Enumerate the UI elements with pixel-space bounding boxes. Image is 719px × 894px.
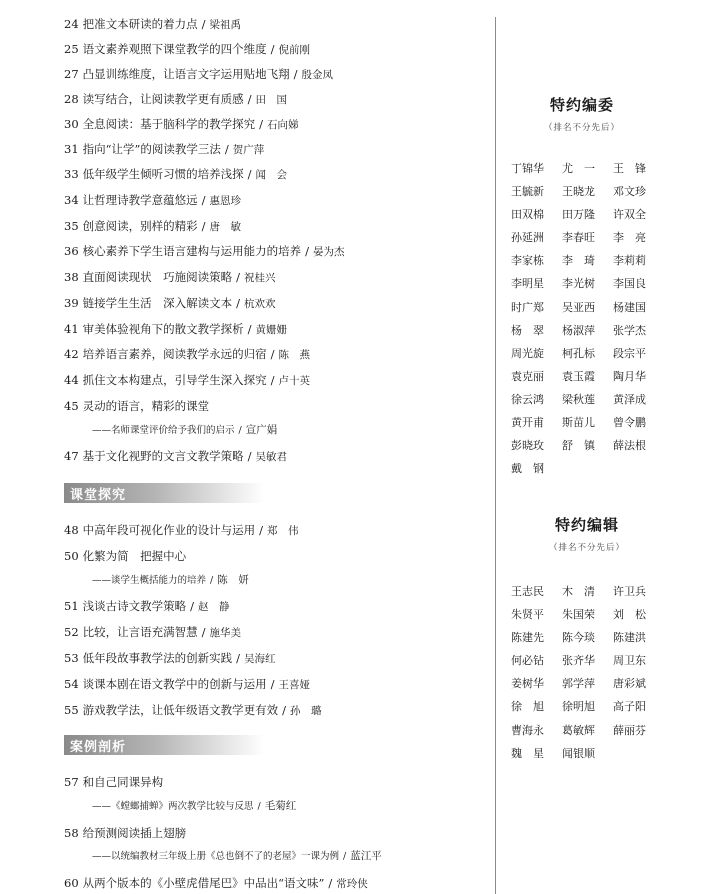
person-name: 杨淑萍 xyxy=(562,323,595,337)
page-number: 30 xyxy=(64,117,79,131)
person-name: 黄泽成 xyxy=(613,392,646,406)
person-name: 梁秋莲 xyxy=(562,392,595,406)
editors-list xyxy=(511,160,671,483)
name-row xyxy=(511,460,671,483)
article-title: 化繁为简 把握中心 xyxy=(82,549,187,563)
toc-entry xyxy=(64,66,333,83)
person-name: 曾令鹏 xyxy=(613,416,646,430)
toc-entry xyxy=(64,295,276,312)
person-name: 袁玉霞 xyxy=(562,369,595,383)
person-name: 彭晓玫 xyxy=(511,439,544,453)
name-row xyxy=(511,391,671,414)
article-title: 游戏教学法，让低年级语文教学更有效 xyxy=(82,703,279,717)
person-name: 李春旺 xyxy=(562,231,595,245)
separator: / xyxy=(270,347,275,361)
person-name: 朱国荣 xyxy=(562,608,595,622)
separator: / xyxy=(236,651,241,665)
person-name: 唐彩斌 xyxy=(613,677,646,691)
article-title: 低年段故事教学法的创新实践 xyxy=(82,651,233,665)
article-title: 创意阅读，别样的精彩 xyxy=(82,219,198,233)
person-name: 邓文珍 xyxy=(613,185,646,199)
person-name: 杨 翠 xyxy=(511,323,544,337)
article-title: 给预测阅读插上翅膀 xyxy=(82,826,187,840)
separator: / xyxy=(328,876,333,890)
subtitle-text: ——以统编教材三年级上册《总也倒不了的老屋》一课为例 xyxy=(92,851,340,862)
person-name: 李明星 xyxy=(511,277,544,291)
person-name: 许卫兵 xyxy=(613,585,646,598)
article-author: 陈 燕 xyxy=(278,349,311,361)
toc-entry xyxy=(64,41,310,58)
name-row xyxy=(511,299,671,322)
page-number: 31 xyxy=(64,142,79,156)
page-number: 35 xyxy=(64,219,79,233)
page-number: 53 xyxy=(64,651,79,665)
article-author: 倪前刚 xyxy=(278,44,311,56)
toc-entry xyxy=(64,774,163,790)
article-author: 黄姗姗 xyxy=(255,324,288,336)
subtitle-text: ——《螳螂捕蝉》两次教学比较与反思 xyxy=(92,801,254,812)
page-number: 51 xyxy=(64,599,79,613)
article-author: 卢十英 xyxy=(278,375,311,387)
name-row xyxy=(511,229,671,252)
person-name: 袁克丽 xyxy=(511,369,544,383)
page-number: 27 xyxy=(64,67,79,81)
separator: / xyxy=(270,677,275,691)
section-header xyxy=(64,735,264,755)
separator: / xyxy=(257,801,261,812)
toc-entry xyxy=(64,598,230,615)
article-title: 审美体验视角下的散文教学探析 xyxy=(82,322,244,336)
article-title: 浅谈古诗文教学策略 xyxy=(82,599,187,613)
name-row xyxy=(511,322,671,345)
article-author: 常玲侠 xyxy=(336,878,368,890)
article-title: 核心素养下学生语言建构与运用能力的培养 xyxy=(82,244,302,258)
article-author: 惠恩珍 xyxy=(209,195,242,207)
article-title: 从两个版本的《小壁虎借尾巴》中品出“语文味” xyxy=(82,876,325,890)
separator: / xyxy=(270,373,275,387)
article-title: 把准文本研读的着力点 xyxy=(82,17,198,31)
separator: / xyxy=(210,575,214,586)
page-number: 41 xyxy=(64,322,79,336)
person-name: 郭学萍 xyxy=(562,677,595,691)
article-title: 比较，让言语充满智慧 xyxy=(82,625,198,639)
article-author: 宣广娟 xyxy=(245,424,278,436)
person-name: 斯苗儿 xyxy=(562,416,595,430)
person-name: 何必钻 xyxy=(511,654,544,668)
person-name: 王毓新 xyxy=(511,185,544,199)
toc-entry xyxy=(64,448,287,465)
toc-entry xyxy=(64,522,299,539)
subtitle-text: ——名师课堂评价给予我们的启示 xyxy=(92,425,235,436)
name-row xyxy=(511,698,671,721)
page-number: 57 xyxy=(64,775,79,789)
toc-subtitle xyxy=(92,849,382,864)
article-title: 低年级学生倾听习惯的培养浅探 xyxy=(82,167,244,181)
person-name: 吴亚西 xyxy=(562,300,595,314)
toc-subtitle xyxy=(92,573,249,588)
article-author: 施华美 xyxy=(209,627,242,639)
person-name: 周光旋 xyxy=(511,346,544,360)
article-author: 杭欢欢 xyxy=(244,298,276,310)
page-number: 42 xyxy=(64,347,79,361)
toc-subtitle xyxy=(92,799,296,814)
person-name: 李 亮 xyxy=(613,231,646,245)
separator: / xyxy=(247,92,252,106)
toc-entry xyxy=(64,269,276,286)
separator: / xyxy=(201,625,206,639)
article-author: 孙 璐 xyxy=(290,705,322,717)
article-author: 闻 会 xyxy=(255,169,288,181)
name-row xyxy=(511,252,671,275)
subtitle-text: ——谈学生概括能力的培养 xyxy=(92,575,207,586)
article-title: 直面阅读现状 巧施阅读策略 xyxy=(82,270,233,284)
page-number: 24 xyxy=(64,17,79,31)
article-title: 指向“让学”的阅读教学三法 xyxy=(82,142,221,156)
page-number: 25 xyxy=(64,42,79,56)
special-editors-title: 特约编辑 xyxy=(554,516,619,534)
person-name: 薛法根 xyxy=(613,439,646,453)
article-author: 毛菊红 xyxy=(264,800,297,812)
separator: / xyxy=(293,67,298,81)
separator: / xyxy=(247,167,252,181)
person-name: 闻银顺 xyxy=(562,746,595,760)
person-name: 孙延洲 xyxy=(511,231,544,245)
separator: / xyxy=(201,17,206,31)
person-name: 魏 星 xyxy=(511,746,544,760)
article-title: 读写结合，让阅读教学更有质感 xyxy=(82,92,244,106)
person-name: 王晓龙 xyxy=(562,185,595,199)
person-name: 葛敏辉 xyxy=(562,723,595,737)
person-name: 周卫东 xyxy=(613,654,646,668)
article-title: 基于文化视野的文言文教学策略 xyxy=(82,449,244,463)
person-name: 李家栋 xyxy=(511,254,544,268)
name-row xyxy=(511,275,671,298)
person-name: 徐明旭 xyxy=(562,700,595,714)
name-row xyxy=(511,745,671,768)
person-name: 田双棉 xyxy=(511,208,544,222)
toc-entry xyxy=(64,218,241,235)
article-title: 语文素养观照下课堂教学的四个维度 xyxy=(82,42,267,56)
name-row xyxy=(511,652,671,675)
toc-entry xyxy=(64,243,345,260)
page-number: 54 xyxy=(64,677,79,691)
person-name: 张学杰 xyxy=(613,323,646,337)
person-name: 李莉莉 xyxy=(613,254,646,268)
article-title: 和自己同课异构 xyxy=(82,775,164,789)
person-name: 陶月华 xyxy=(613,369,646,383)
name-row xyxy=(511,206,671,229)
article-title: 凸显训练维度，让语言文字运用贴地飞翔 xyxy=(82,67,290,81)
page-number: 33 xyxy=(64,167,79,181)
page-number: 50 xyxy=(64,549,79,563)
article-author: 王喜娅 xyxy=(278,679,311,691)
section-title: 课堂探究 xyxy=(70,488,127,503)
article-author: 田 国 xyxy=(255,94,288,106)
page-number: 34 xyxy=(64,193,79,207)
separator: / xyxy=(190,599,195,613)
page-number: 60 xyxy=(64,876,79,890)
person-name: 徐 旭 xyxy=(511,700,544,714)
toc-entry xyxy=(64,166,287,183)
person-name: 戴 钢 xyxy=(511,462,544,476)
article-title: 灵动的语言，精彩的课堂 xyxy=(82,399,210,413)
article-author: 陈 妍 xyxy=(217,574,249,586)
page-number: 28 xyxy=(64,92,79,106)
person-name: 许双全 xyxy=(613,208,646,222)
name-row xyxy=(511,183,671,206)
page-number: 45 xyxy=(64,399,79,413)
person-name: 舒 镇 xyxy=(562,439,595,453)
person-name: 丁锦华 xyxy=(511,162,544,175)
article-author: 吴敏君 xyxy=(255,451,288,463)
article-author: 贺广萍 xyxy=(232,144,265,156)
separator: / xyxy=(201,219,206,233)
separator: / xyxy=(259,523,264,537)
name-row xyxy=(511,160,671,183)
article-author: 石向娣 xyxy=(267,119,299,131)
toc-subtitle xyxy=(92,423,277,438)
name-row xyxy=(511,583,671,606)
article-title: 培养语言素养，阅读教学永远的归宿 xyxy=(82,347,267,361)
person-name: 张齐华 xyxy=(562,654,595,668)
article-author: 赵 静 xyxy=(198,601,230,613)
separator: / xyxy=(236,270,241,284)
person-name: 刘 松 xyxy=(613,608,646,622)
separator: / xyxy=(236,296,241,310)
article-title: 谈课本剧在语文教学中的创新与运用 xyxy=(82,677,267,691)
article-title: 抓住文本构建点，引导学生深入探究 xyxy=(82,373,267,387)
name-row xyxy=(511,675,671,698)
special-editors-note: （排名不分先后） xyxy=(548,543,625,553)
editors-title: 特约编委 xyxy=(549,96,614,114)
page-number: 44 xyxy=(64,373,79,387)
toc-entry xyxy=(64,650,276,667)
article-title: 中高年段可视化作业的设计与运用 xyxy=(82,523,256,537)
person-name: 王志民 xyxy=(511,585,544,598)
page-number: 52 xyxy=(64,625,79,639)
toc-entry xyxy=(64,141,264,158)
separator: / xyxy=(247,449,252,463)
column-divider xyxy=(495,17,496,894)
page-number: 48 xyxy=(64,523,79,537)
person-name: 陈建洪 xyxy=(613,631,646,645)
separator: / xyxy=(224,142,229,156)
toc-entry xyxy=(64,91,287,108)
article-title: 让哲理诗教学意蕴悠远 xyxy=(82,193,198,207)
person-name: 李 琦 xyxy=(562,254,595,268)
person-name: 陈建先 xyxy=(511,631,544,645)
person-name: 薛丽芬 xyxy=(613,723,646,737)
article-author: 吴海红 xyxy=(244,653,276,665)
person-name: 田万隆 xyxy=(562,208,595,222)
name-row xyxy=(511,606,671,629)
person-name: 李国良 xyxy=(613,277,646,291)
toc-entry xyxy=(64,192,241,209)
page-number: 47 xyxy=(64,449,79,463)
separator: / xyxy=(305,244,310,258)
section-title: 案例剖析 xyxy=(70,740,127,755)
toc-entry xyxy=(64,372,310,389)
name-row xyxy=(511,722,671,745)
article-author: 殷金凤 xyxy=(301,69,334,81)
name-row xyxy=(511,414,671,437)
toc-entry xyxy=(64,321,287,338)
toc-entry xyxy=(64,875,368,892)
article-title: 全息阅读：基于脑科学的教学探究 xyxy=(82,117,256,131)
person-name: 李光树 xyxy=(562,277,595,291)
separator: / xyxy=(259,117,264,131)
section-header xyxy=(64,483,264,503)
person-name: 尤 一 xyxy=(562,162,595,175)
person-name: 黄开甫 xyxy=(511,416,544,430)
toc-entry xyxy=(64,624,241,641)
separator: / xyxy=(238,425,242,436)
toc-entry xyxy=(64,676,310,693)
article-author: 梁祖禹 xyxy=(209,19,242,31)
name-row xyxy=(511,437,671,460)
person-name: 段宗平 xyxy=(613,346,646,360)
person-name: 姜树华 xyxy=(511,677,544,691)
toc-entry xyxy=(64,16,241,33)
toc-entry xyxy=(64,346,310,363)
person-name: 王 锋 xyxy=(613,162,646,175)
article-author: 晏为杰 xyxy=(313,246,345,258)
name-row xyxy=(511,629,671,652)
separator: / xyxy=(282,703,287,717)
page-number: 58 xyxy=(64,826,79,840)
toc-entry xyxy=(64,548,186,564)
toc-entry xyxy=(64,116,299,133)
name-row xyxy=(511,368,671,391)
separator: / xyxy=(247,322,252,336)
toc-entry xyxy=(64,398,209,414)
name-row xyxy=(511,345,671,368)
page-number: 36 xyxy=(64,244,79,258)
person-name: 朱贤平 xyxy=(511,608,544,622)
person-name: 徐云鸿 xyxy=(511,392,544,406)
article-author: 祝桂兴 xyxy=(244,272,276,284)
toc-entry xyxy=(64,702,322,719)
person-name: 柯孔标 xyxy=(562,346,595,360)
separator: / xyxy=(201,193,206,207)
page-number: 39 xyxy=(64,296,79,310)
article-author: 郑 伟 xyxy=(267,525,299,537)
person-name: 杨建国 xyxy=(613,300,646,314)
person-name: 木 清 xyxy=(562,585,595,598)
person-name: 高子阳 xyxy=(613,700,646,714)
article-title: 链接学生生活 深入解读文本 xyxy=(82,296,233,310)
person-name: 陈今琰 xyxy=(562,631,595,645)
special-editors-list xyxy=(511,583,671,768)
person-name: 时广郑 xyxy=(511,300,544,314)
separator: / xyxy=(270,42,275,56)
page-number: 38 xyxy=(64,270,79,284)
separator: / xyxy=(343,851,347,862)
editors-note: （排名不分先后） xyxy=(543,123,620,133)
article-author: 蓝江平 xyxy=(350,850,382,862)
article-author: 唐 敏 xyxy=(209,221,242,233)
toc-entry xyxy=(64,825,186,841)
person-name: 曹海永 xyxy=(511,723,544,737)
page-number: 55 xyxy=(64,703,79,717)
